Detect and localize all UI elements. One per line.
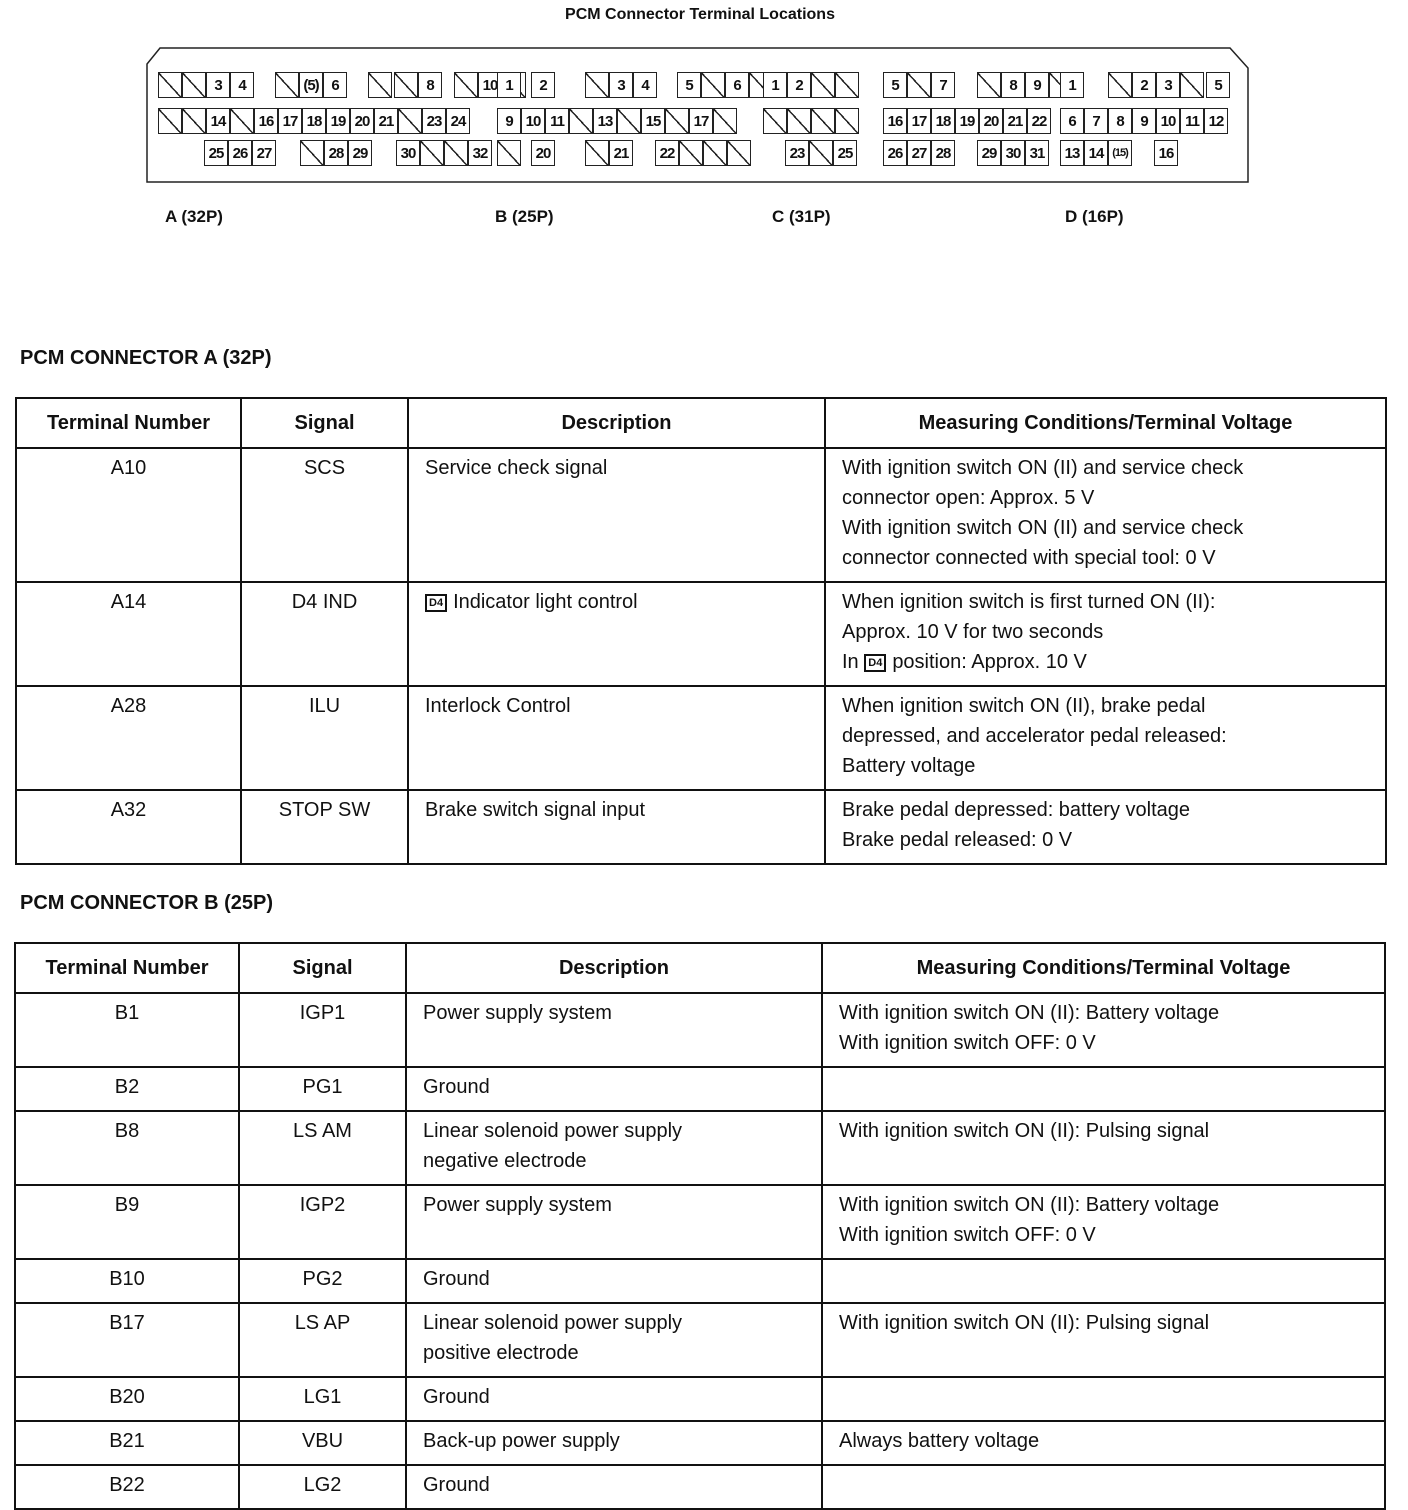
- pin-cell: 13: [1060, 140, 1084, 166]
- empty-pin-cell: [835, 108, 859, 134]
- conditions-line: [842, 825, 1369, 855]
- conditions-line: [839, 1220, 1368, 1250]
- connector-a-table: [15, 397, 1387, 865]
- signal-cell: LG2: [239, 1465, 406, 1509]
- empty-pin-cell: [907, 72, 931, 98]
- terminal-number-cell: B20: [15, 1377, 239, 1421]
- empty-pin-cell: [585, 72, 609, 98]
- conditions-text: Brake pedal depressed: battery voltage: [842, 799, 1190, 821]
- pin-cell: 1: [763, 72, 787, 98]
- pin-cell: 14: [206, 108, 230, 134]
- description-cell: [406, 1377, 822, 1421]
- empty-pin-cell: [835, 72, 859, 98]
- conditions-line: [842, 483, 1369, 513]
- signal-cell: D4 IND: [241, 582, 408, 686]
- terminal-number-cell: A32: [16, 790, 241, 864]
- pin-cell: 14: [1084, 140, 1108, 166]
- conditions-text: Brake pedal released: 0 V: [842, 829, 1073, 851]
- description-text: Ground: [423, 1386, 490, 1408]
- conditions-text: With ignition switch ON (II) and service check: [842, 457, 1244, 479]
- empty-pin-cell: [398, 108, 422, 134]
- description-cell: [406, 1111, 822, 1185]
- conditions-text: Approx. 10 V for two seconds: [842, 621, 1104, 643]
- signal-cell: SCS: [241, 448, 408, 582]
- conditions-text: With ignition switch ON (II) and service check: [842, 517, 1244, 539]
- pin-cell: 3: [609, 72, 633, 98]
- diagram-title: PCM Connector Terminal Locations: [565, 6, 835, 23]
- description-text: Interlock Control: [425, 695, 571, 717]
- conditions-text: position: Approx. 10 V: [892, 651, 1087, 673]
- signal-cell: PG1: [239, 1067, 406, 1111]
- empty-pin-cell: [1180, 72, 1204, 98]
- description-text: Ground: [423, 1268, 490, 1290]
- conditions-cell: [822, 1185, 1385, 1259]
- description-text: Brake switch signal input: [425, 799, 646, 821]
- empty-pin-cell: [420, 140, 444, 166]
- pin-cell: 2: [531, 72, 555, 98]
- description-cell: [406, 1421, 822, 1465]
- pin-cell: 30: [396, 140, 420, 166]
- header-conditions: Measuring Conditions/Terminal Voltage: [825, 398, 1386, 448]
- description-cell: [406, 1259, 822, 1303]
- empty-pin-cell: [158, 72, 182, 98]
- empty-pin-cell: [701, 72, 725, 98]
- table-row: [15, 1067, 1385, 1111]
- empty-pin-cell: [585, 140, 609, 166]
- pin-cell: 10: [1156, 108, 1180, 134]
- description-text: negative electrode: [423, 1150, 587, 1172]
- conditions-cell: [825, 790, 1386, 864]
- pin-cell: 27: [907, 140, 931, 166]
- pin-cell: 2: [787, 72, 811, 98]
- description-cell: [408, 686, 825, 790]
- empty-pin-cell: [617, 108, 641, 134]
- conditions-text: With ignition switch OFF: 0 V: [839, 1032, 1096, 1054]
- pin-cell: 25: [833, 140, 857, 166]
- signal-cell: PG2: [239, 1259, 406, 1303]
- conditions-line: [842, 453, 1369, 483]
- terminal-number-cell: B8: [15, 1111, 239, 1185]
- pin-cell: 16: [883, 108, 907, 134]
- pin-cell: 21: [1003, 108, 1027, 134]
- pin-cell: 30: [1001, 140, 1025, 166]
- pin-cell: 5: [1206, 72, 1230, 98]
- pin-cell: 25: [204, 140, 228, 166]
- pin-cell: 27: [252, 140, 276, 166]
- table-row: [15, 1185, 1385, 1259]
- header-signal: Signal: [239, 943, 406, 993]
- table-row: [15, 1377, 1385, 1421]
- signal-cell: LG1: [239, 1377, 406, 1421]
- description-text: Ground: [423, 1474, 490, 1496]
- pin-cell: 21: [374, 108, 398, 134]
- signal-cell: LS AP: [239, 1303, 406, 1377]
- signal-cell: IGP1: [239, 993, 406, 1067]
- conditions-line: [842, 751, 1369, 781]
- pin-cell: 29: [348, 140, 372, 166]
- conditions-line: [842, 543, 1369, 573]
- empty-pin-cell: [275, 72, 299, 98]
- terminal-number-cell: A10: [16, 448, 241, 582]
- terminal-number-cell: B17: [15, 1303, 239, 1377]
- description-line: [423, 1308, 805, 1338]
- description-line: [423, 1382, 805, 1412]
- description-line: [423, 1072, 805, 1102]
- conditions-text: When ignition switch is first turned ON (II):: [842, 591, 1216, 613]
- description-line: [423, 1426, 805, 1456]
- header-description: Description: [408, 398, 825, 448]
- conditions-cell: [822, 1421, 1385, 1465]
- pin-cell: 29: [977, 140, 1001, 166]
- pin-cell: 7: [1084, 108, 1108, 134]
- pin-cell: 20: [531, 140, 555, 166]
- connector-b-label: B (25P): [495, 207, 554, 226]
- pin-cell: 19: [326, 108, 350, 134]
- pin-cell: 18: [931, 108, 955, 134]
- d4-position-icon: D4: [864, 654, 886, 672]
- header-description: Description: [406, 943, 822, 993]
- pin-cell: 21: [609, 140, 633, 166]
- conditions-cell: [822, 1377, 1385, 1421]
- pin-cell: 10: [521, 108, 545, 134]
- pin-cell: 31: [1025, 140, 1049, 166]
- terminal-number-cell: B9: [15, 1185, 239, 1259]
- conditions-line: [842, 647, 1369, 677]
- empty-pin-cell: [394, 72, 418, 98]
- description-text: Linear solenoid power supply: [423, 1120, 683, 1142]
- empty-pin-cell: [300, 140, 324, 166]
- pin-cell: 22: [655, 140, 679, 166]
- conditions-line: [842, 617, 1369, 647]
- table-row: [16, 686, 1386, 790]
- pin-cell: 18: [302, 108, 326, 134]
- header-conditions: Measuring Conditions/Terminal Voltage: [822, 943, 1385, 993]
- header-terminal-number: Terminal Number: [16, 398, 241, 448]
- empty-pin-cell: [454, 72, 478, 98]
- pin-cell: 20: [350, 108, 374, 134]
- signal-cell: IGP2: [239, 1185, 406, 1259]
- terminal-number-cell: B10: [15, 1259, 239, 1303]
- pin-cell: 11: [1180, 108, 1204, 134]
- empty-pin-cell: [230, 108, 254, 134]
- conditions-text: When ignition switch ON (II), brake pedal: [842, 695, 1206, 717]
- table-row: [16, 448, 1386, 582]
- header-terminal-number: Terminal Number: [15, 943, 239, 993]
- pin-cell: 6: [323, 72, 347, 98]
- pin-cell: 24: [446, 108, 470, 134]
- conditions-cell: [822, 993, 1385, 1067]
- pin-cell: 4: [633, 72, 657, 98]
- description-text: Back-up power supply: [423, 1430, 620, 1452]
- conditions-line: [839, 1028, 1368, 1058]
- table-row: [16, 790, 1386, 864]
- empty-pin-cell: [182, 108, 206, 134]
- pin-cell: 3: [206, 72, 230, 98]
- pin-cell: 28: [931, 140, 955, 166]
- pin-cell: (5): [299, 72, 323, 98]
- description-line: [425, 795, 808, 825]
- d4-position-icon: D4: [425, 594, 447, 612]
- conditions-cell: [825, 686, 1386, 790]
- conditions-text: Always battery voltage: [839, 1430, 1040, 1452]
- pin-cell: 20: [979, 108, 1003, 134]
- conditions-cell: [822, 1067, 1385, 1111]
- pin-cell: 9: [497, 108, 521, 134]
- empty-pin-cell: [569, 108, 593, 134]
- table-row: [16, 582, 1386, 686]
- description-cell: [408, 790, 825, 864]
- empty-pin-cell: [811, 108, 835, 134]
- description-line: [423, 1146, 805, 1176]
- empty-pin-cell: [727, 140, 751, 166]
- connector-b-table: [14, 942, 1386, 1510]
- pin-cell: 10: [478, 72, 502, 98]
- conditions-line: [839, 1116, 1368, 1146]
- description-text: Ground: [423, 1076, 490, 1098]
- conditions-text: connector open: Approx. 5 V: [842, 487, 1095, 509]
- conditions-text: connector connected with special tool: 0 V: [842, 547, 1216, 569]
- conditions-text: With ignition switch OFF: 0 V: [839, 1224, 1096, 1246]
- empty-pin-cell: [703, 140, 727, 166]
- description-line: [423, 1190, 805, 1220]
- empty-pin-cell: [444, 140, 468, 166]
- pin-cell: 2: [1132, 72, 1156, 98]
- table-header-row: [15, 943, 1385, 993]
- pin-cell: 22: [1027, 108, 1051, 134]
- pin-cell: 28: [324, 140, 348, 166]
- conditions-prefix: In: [842, 651, 859, 673]
- conditions-cell: [825, 448, 1386, 582]
- pin-cell: 9: [1132, 108, 1156, 134]
- empty-pin-cell: [763, 108, 787, 134]
- connector-d-label: D (16P): [1065, 207, 1124, 226]
- signal-cell: ILU: [241, 686, 408, 790]
- terminal-number-cell: A28: [16, 686, 241, 790]
- description-line: [425, 453, 808, 483]
- description-line: [423, 1264, 805, 1294]
- description-line: [423, 1116, 805, 1146]
- pin-cell: 11: [545, 108, 569, 134]
- pin-cell: 23: [785, 140, 809, 166]
- conditions-cell: [822, 1303, 1385, 1377]
- pin-cell: 1: [497, 72, 521, 98]
- signal-cell: LS AM: [239, 1111, 406, 1185]
- conditions-text: With ignition switch ON (II): Battery voltage: [839, 1002, 1220, 1024]
- pin-cell: 15: [641, 108, 665, 134]
- pin-cell: 26: [883, 140, 907, 166]
- empty-pin-cell: [158, 108, 182, 134]
- conditions-line: [839, 1426, 1368, 1456]
- signal-cell: VBU: [239, 1421, 406, 1465]
- description-cell: [406, 993, 822, 1067]
- description-cell: [408, 448, 825, 582]
- description-cell: [406, 1185, 822, 1259]
- conditions-line: [842, 587, 1369, 617]
- pin-cell: (15): [1108, 140, 1132, 166]
- pin-cell: 9: [1025, 72, 1049, 98]
- connector-b-title: PCM CONNECTOR B (25P): [20, 892, 273, 914]
- signal-cell: STOP SW: [241, 790, 408, 864]
- conditions-cell: [822, 1111, 1385, 1185]
- connector-a-title: PCM CONNECTOR A (32P): [20, 347, 272, 369]
- header-signal: Signal: [241, 398, 408, 448]
- empty-pin-cell: [497, 140, 521, 166]
- empty-pin-cell: [679, 140, 703, 166]
- pin-cell: 8: [1001, 72, 1025, 98]
- table-row: [15, 1421, 1385, 1465]
- empty-pin-cell: [713, 108, 737, 134]
- pin-cell: 5: [883, 72, 907, 98]
- pin-cell: 32: [468, 140, 492, 166]
- description-line: [423, 998, 805, 1028]
- table-row: [15, 1111, 1385, 1185]
- conditions-line: [842, 795, 1369, 825]
- pin-cell: 17: [907, 108, 931, 134]
- pin-cell: 13: [593, 108, 617, 134]
- pin-cell: 6: [1060, 108, 1084, 134]
- description-text: Service check signal: [425, 457, 608, 479]
- description-text: Power supply system: [423, 1194, 612, 1216]
- pin-cell: 6: [725, 72, 749, 98]
- conditions-text: With ignition switch ON (II): Pulsing signal: [839, 1312, 1210, 1334]
- description-text: positive electrode: [423, 1342, 579, 1364]
- pin-cell: 16: [254, 108, 278, 134]
- pin-cell: 17: [689, 108, 713, 134]
- pin-cell: 23: [422, 108, 446, 134]
- conditions-line: [842, 513, 1369, 543]
- description-text: Indicator light control: [453, 591, 638, 613]
- pin-cell: 3: [1156, 72, 1180, 98]
- table-row: [15, 993, 1385, 1067]
- connector-c-label: C (31P): [772, 207, 831, 226]
- empty-pin-cell: [977, 72, 1001, 98]
- description-text: Power supply system: [423, 1002, 612, 1024]
- conditions-text: With ignition switch ON (II): Pulsing signal: [839, 1120, 1210, 1142]
- conditions-text: Battery voltage: [842, 755, 976, 777]
- table-row: [15, 1465, 1385, 1509]
- terminal-number-cell: A14: [16, 582, 241, 686]
- conditions-line: [839, 1190, 1368, 1220]
- pin-cell: 8: [1108, 108, 1132, 134]
- description-text: Linear solenoid power supply: [423, 1312, 683, 1334]
- description-line: [425, 691, 808, 721]
- pin-cell: 19: [955, 108, 979, 134]
- pin-cell: 1: [1060, 72, 1084, 98]
- description-cell: [406, 1303, 822, 1377]
- pin-cell: 4: [230, 72, 254, 98]
- description-line: [423, 1338, 805, 1368]
- description-cell: [408, 582, 825, 686]
- terminal-number-cell: B2: [15, 1067, 239, 1111]
- empty-pin-cell: [809, 140, 833, 166]
- conditions-line: [842, 721, 1369, 751]
- conditions-line: [839, 1308, 1368, 1338]
- terminal-number-cell: B1: [15, 993, 239, 1067]
- empty-pin-cell: [368, 72, 392, 98]
- empty-pin-cell: [665, 108, 689, 134]
- pin-cell: 17: [278, 108, 302, 134]
- conditions-line: [842, 691, 1369, 721]
- description-line: [423, 1470, 805, 1500]
- terminal-number-cell: B22: [15, 1465, 239, 1509]
- conditions-line: [839, 998, 1368, 1028]
- connector-a-label: A (32P): [165, 207, 223, 226]
- description-cell: [406, 1067, 822, 1111]
- pin-cell: 8: [418, 72, 442, 98]
- terminal-number-cell: B21: [15, 1421, 239, 1465]
- pin-cell: 7: [931, 72, 955, 98]
- pin-cell: 16: [1154, 140, 1178, 166]
- table-header-row: [16, 398, 1386, 448]
- description-cell: [406, 1465, 822, 1509]
- table-row: [15, 1303, 1385, 1377]
- pin-cell: 12: [1204, 108, 1228, 134]
- pin-cell: 5: [677, 72, 701, 98]
- empty-pin-cell: [811, 72, 835, 98]
- conditions-cell: [825, 582, 1386, 686]
- empty-pin-cell: [787, 108, 811, 134]
- conditions-text: With ignition switch ON (II): Battery voltage: [839, 1194, 1220, 1216]
- conditions-cell: [822, 1259, 1385, 1303]
- description-line: [425, 587, 808, 617]
- conditions-cell: [822, 1465, 1385, 1509]
- table-row: [15, 1259, 1385, 1303]
- empty-pin-cell: [182, 72, 206, 98]
- pin-cell: 26: [228, 140, 252, 166]
- conditions-text: depressed, and accelerator pedal released:: [842, 725, 1227, 747]
- empty-pin-cell: [1108, 72, 1132, 98]
